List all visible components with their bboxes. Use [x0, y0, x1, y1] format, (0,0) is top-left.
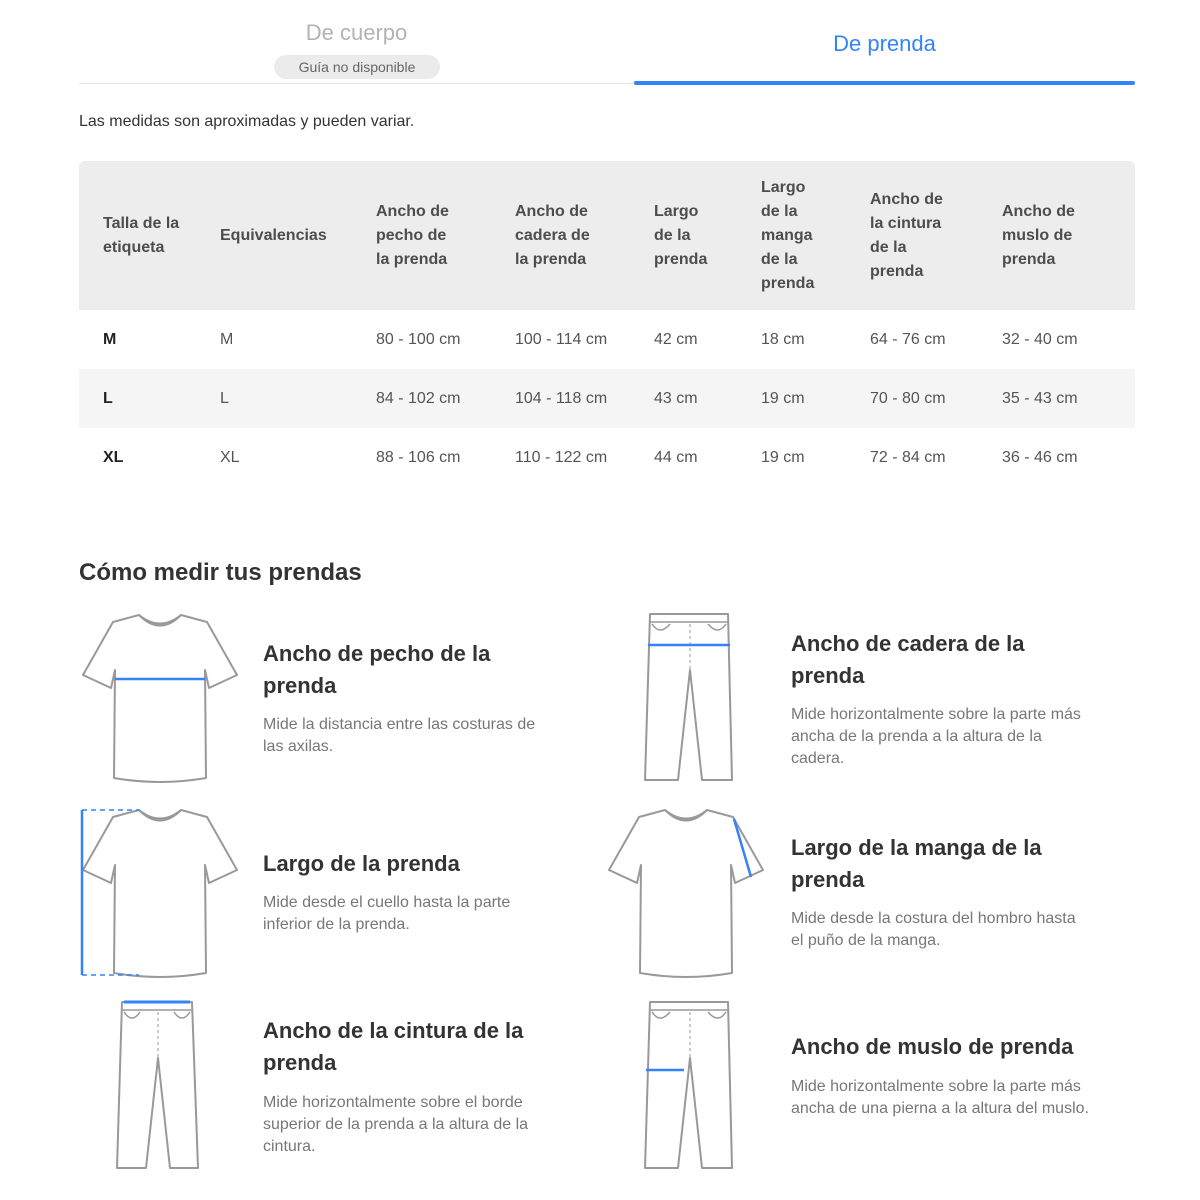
table-cell: 100 - 114 cm [515, 330, 608, 348]
pants-thigh-icon [640, 998, 740, 1173]
table-row [79, 310, 1135, 369]
tab-garment-label: De prenda [833, 31, 936, 56]
active-tab-indicator [634, 81, 1135, 85]
size-guide-tabs [79, 0, 1135, 84]
guide-title: Ancho de pecho de la prenda [263, 641, 491, 698]
guide-thigh-width [640, 998, 1120, 1173]
header-text: Ancho de pecho de la prenda [376, 202, 449, 268]
guide-title: Ancho de muslo de prenda [791, 1034, 1074, 1059]
header-equivalences [220, 161, 376, 310]
guide-desc: Mide desde el cuello hasta la parte inferior de la prenda. [263, 894, 511, 933]
guide-desc: Mide desde la costura del hombro hasta el puño de la manga. [791, 910, 1076, 949]
approximate-note: Las medidas son aproximadas y pueden variar. [79, 113, 415, 130]
header-length [654, 161, 761, 310]
table-cell: XL [103, 448, 124, 466]
table-cell: L [103, 389, 113, 407]
pants-waist-icon [112, 998, 212, 1173]
table-cell: 42 cm [654, 330, 698, 348]
guide-title: Largo de la manga de la prenda [791, 835, 1042, 892]
header-label-size [79, 161, 220, 310]
guide-hip-width [640, 610, 1120, 785]
table-cell: 88 - 106 cm [376, 448, 461, 466]
tshirt-sleeve-icon [605, 805, 767, 980]
table-cell: 36 - 46 cm [1002, 448, 1078, 466]
table-cell: 44 cm [654, 448, 698, 466]
table-cell: 43 cm [654, 389, 698, 407]
header-waist-width [870, 161, 1002, 310]
pants-hip-icon [640, 610, 740, 785]
tshirt-chest-icon [79, 610, 241, 785]
table-row [79, 369, 1135, 428]
tshirt-length-icon [79, 805, 241, 980]
guide-title: Ancho de la cintura de la prenda [263, 1018, 524, 1075]
table-cell: 19 cm [761, 389, 805, 407]
table-cell: 104 - 118 cm [515, 389, 608, 407]
table-header-row [79, 161, 1135, 310]
size-table [79, 161, 1135, 487]
header-sleeve-length [761, 161, 870, 310]
header-text: Talla de la etiqueta [103, 214, 180, 256]
table-cell: 84 - 102 cm [376, 389, 461, 407]
table-cell: 72 - 84 cm [870, 448, 946, 466]
header-thigh-width [1002, 161, 1135, 310]
table-cell: 18 cm [761, 330, 805, 348]
header-text: Equivalencias [220, 226, 327, 244]
header-hip-width [515, 161, 654, 310]
table-cell: XL [220, 448, 240, 466]
table-cell: 110 - 122 cm [515, 448, 608, 466]
guide-waist-width [112, 998, 582, 1173]
table-cell: 80 - 100 cm [376, 330, 461, 348]
guide-title: Ancho de cadera de la prenda [791, 631, 1025, 688]
guide-title: Largo de la prenda [263, 851, 460, 876]
guide-length [79, 805, 559, 980]
header-text: Largo de la prenda [654, 202, 708, 268]
tab-garment-measurements[interactable] [634, 0, 1135, 84]
table-cell: 32 - 40 cm [1002, 330, 1078, 348]
tab-body-measurements[interactable] [79, 0, 634, 84]
header-text: Ancho de cadera de la prenda [515, 202, 590, 268]
tab-body-label: De cuerpo [305, 20, 408, 45]
header-text: Largo de la manga de la prenda [761, 178, 815, 292]
table-cell: 70 - 80 cm [870, 389, 946, 407]
table-row [79, 428, 1135, 487]
table-cell: L [220, 389, 229, 407]
header-text: Ancho de muslo de prenda [1002, 202, 1075, 268]
how-to-measure-title: Cómo medir tus prendas [79, 559, 362, 586]
table-cell: 35 - 43 cm [1002, 389, 1078, 407]
table-cell: 64 - 76 cm [870, 330, 946, 348]
guide-desc: Mide la distancia entre las costuras de las axilas. [263, 716, 536, 755]
table-cell: M [220, 330, 234, 348]
guide-chest-width [79, 610, 559, 785]
guide-desc: Mide horizontalmente sobre la parte más ancha de la prenda a la altura de la cadera. [791, 706, 1081, 767]
guide-desc: Mide horizontalmente sobre el borde superior de la prenda a la altura de la cintura. [263, 1094, 529, 1155]
header-chest-width [376, 161, 515, 310]
table-cell: 19 cm [761, 448, 805, 466]
guide-desc: Mide horizontalmente sobre la parte más ancha de una pierna a la altura del muslo. [791, 1078, 1089, 1117]
header-text: Ancho de la cintura de la prenda [870, 190, 943, 280]
table-cell: M [103, 330, 117, 348]
unavailable-badge: Guía no disponible [274, 55, 440, 79]
guide-sleeve-length [605, 805, 1125, 980]
